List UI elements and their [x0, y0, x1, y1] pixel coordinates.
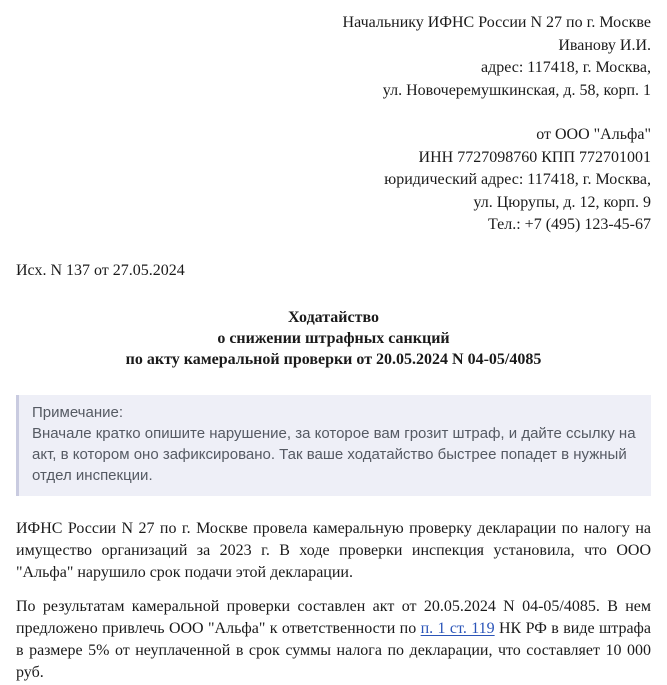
title-line-3: по акту камеральной проверки от 20.05.2024 N 04-05/4085: [125, 350, 542, 368]
paragraph-2-text-before-link: По результатам камеральной проверки составлен акт от 20.05.2024 N 04-05/4085. В нем предложено привлечь ООО "Альфа" к ответственности по: [16, 597, 651, 637]
sender-inn-kpp: ИНН 7727098760 КПП 772701001: [418, 148, 651, 166]
sender-phone: Тел.: +7 (495) 123-45-67: [487, 216, 651, 233]
addressee-to: Начальнику ИФНС России N 27 по г. Москве: [342, 14, 651, 31]
title-line-1: Ходатайство: [287, 308, 380, 326]
outgoing-reference: Исх. N 137 от 27.05.2024: [16, 261, 185, 279]
paragraph-2-text-after-link: НК РФ в виде штрафа в размере 5% от неуплаченной в срок суммы налога по декларации, что составляет 10 000 руб.: [16, 619, 652, 682]
note-label: Примечание:: [32, 403, 123, 421]
sender-legal-address-line-2: ул. Цюрупы, д. 12, корп. 9: [473, 193, 651, 211]
sender-from: от ООО "Альфа": [536, 126, 651, 143]
sender-block: [16, 124, 651, 237]
addressee-block: [16, 12, 651, 102]
addressee-address-line-2: ул. Новочеремушкинская, д. 58, корп. 1: [382, 81, 651, 99]
body-paragraph-2: [16, 596, 651, 685]
spacer: [16, 102, 651, 124]
title-line-2: о снижении штрафных санкций: [217, 329, 450, 347]
note-box: [16, 395, 651, 496]
sender-legal-address-line-1: юридический адрес: 117418, г. Москва,: [384, 171, 651, 188]
note-text: Вначале кратко опишите нарушение, за которое вам грозит штраф, и дайте ссылку на акт, в котором оно зафиксировано. Так ваше ходатайство быстрее попадет в нужный отдел инспекции.: [32, 424, 636, 485]
document-title: [16, 307, 651, 370]
addressee-name: Иванову И.И.: [558, 36, 651, 54]
law-article-link[interactable]: п. 1 ст. 119: [420, 619, 495, 637]
addressee-address-line-1: адрес: 117418, г. Москва,: [481, 59, 651, 76]
document-page: [16, 12, 651, 685]
body-paragraph-1: ИФНС России N 27 по г. Москве провела камеральную проверку декларации по налогу на имущество организаций за 2023 г. В ходе проверки инспекция установила, что ООО "Альфа" нарушило срок подачи этой декларации.: [16, 519, 651, 582]
